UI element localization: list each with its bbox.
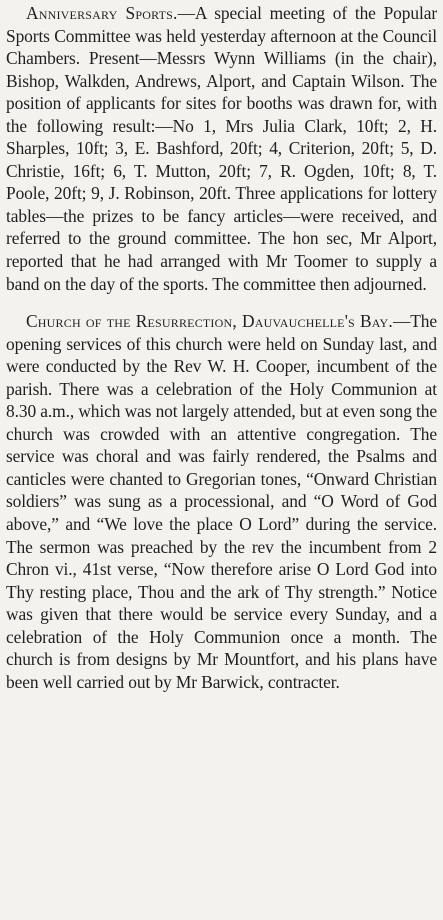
article-headline: Anniversary Sports. [26,3,178,23]
article-body: —The opening services of this church were held on Sunday last, and were conducted by the Rev W. H. Cooper, incumbent of the parish. There was a celebration of the Holy Communion at 8.30 a.m., which was not largely attended, but at even song the church was crowded with an attentive congregation. The service was choral and was fairly rendered, the Psalms and canticles were chanted to Gregorian tones, “Onward Christian soldiers” was sung as a processional, and “O Word of God above,” and “We love the place O Lord” during the service. The sermon was preached by the rev the incumbent from 2 Chron vi., 41st verse, “Now therefore arise O Lord God into Thy resting place, Thou and the ark of Thy strength.” Notice was given that there would be service every Sunday, and a celebration of the Holy Communion once a month. The church is from designs by Mr Mountfort, and his plans have been well carried out by Mr Barwick, contracter. [6,311,437,692]
article-anniversary-sports [6,2,437,295]
article-church-of-the-resurrection [6,310,437,693]
article-body: —A special meeting of the Popular Sports Committee was held yesterday afternoon at the Council Chambers. Present—Messrs Wynn Williams (in the chair), Bishop, Walkden, Andrews, Alport, and Captain Wilson. The position of applicants for sites for booths was drawn for, with the following result:—No 1, Mrs Julia Clark, 10ft; 2, H. Sharples, 10ft; 3, E. Bashford, 20ft; 4, Criterion, 20ft; 5, D. Christie, 16ft; 6, T. Mutton, 20ft; 7, R. Ogden, 10ft; 8, T. Poole, 20ft; 9, J. Robinson, 20ft. Three applications for lottery tables—the prizes to be fancy articles—were received, and referred to the ground committee. The hon sec, Mr Alport, reported that he had arranged with Mr Toomer to supply a band on the day of the sports. The committee then adjourned. [6,3,438,294]
article-headline: Church of the Resurrection, Dauvauchelle's Bay. [26,311,393,332]
